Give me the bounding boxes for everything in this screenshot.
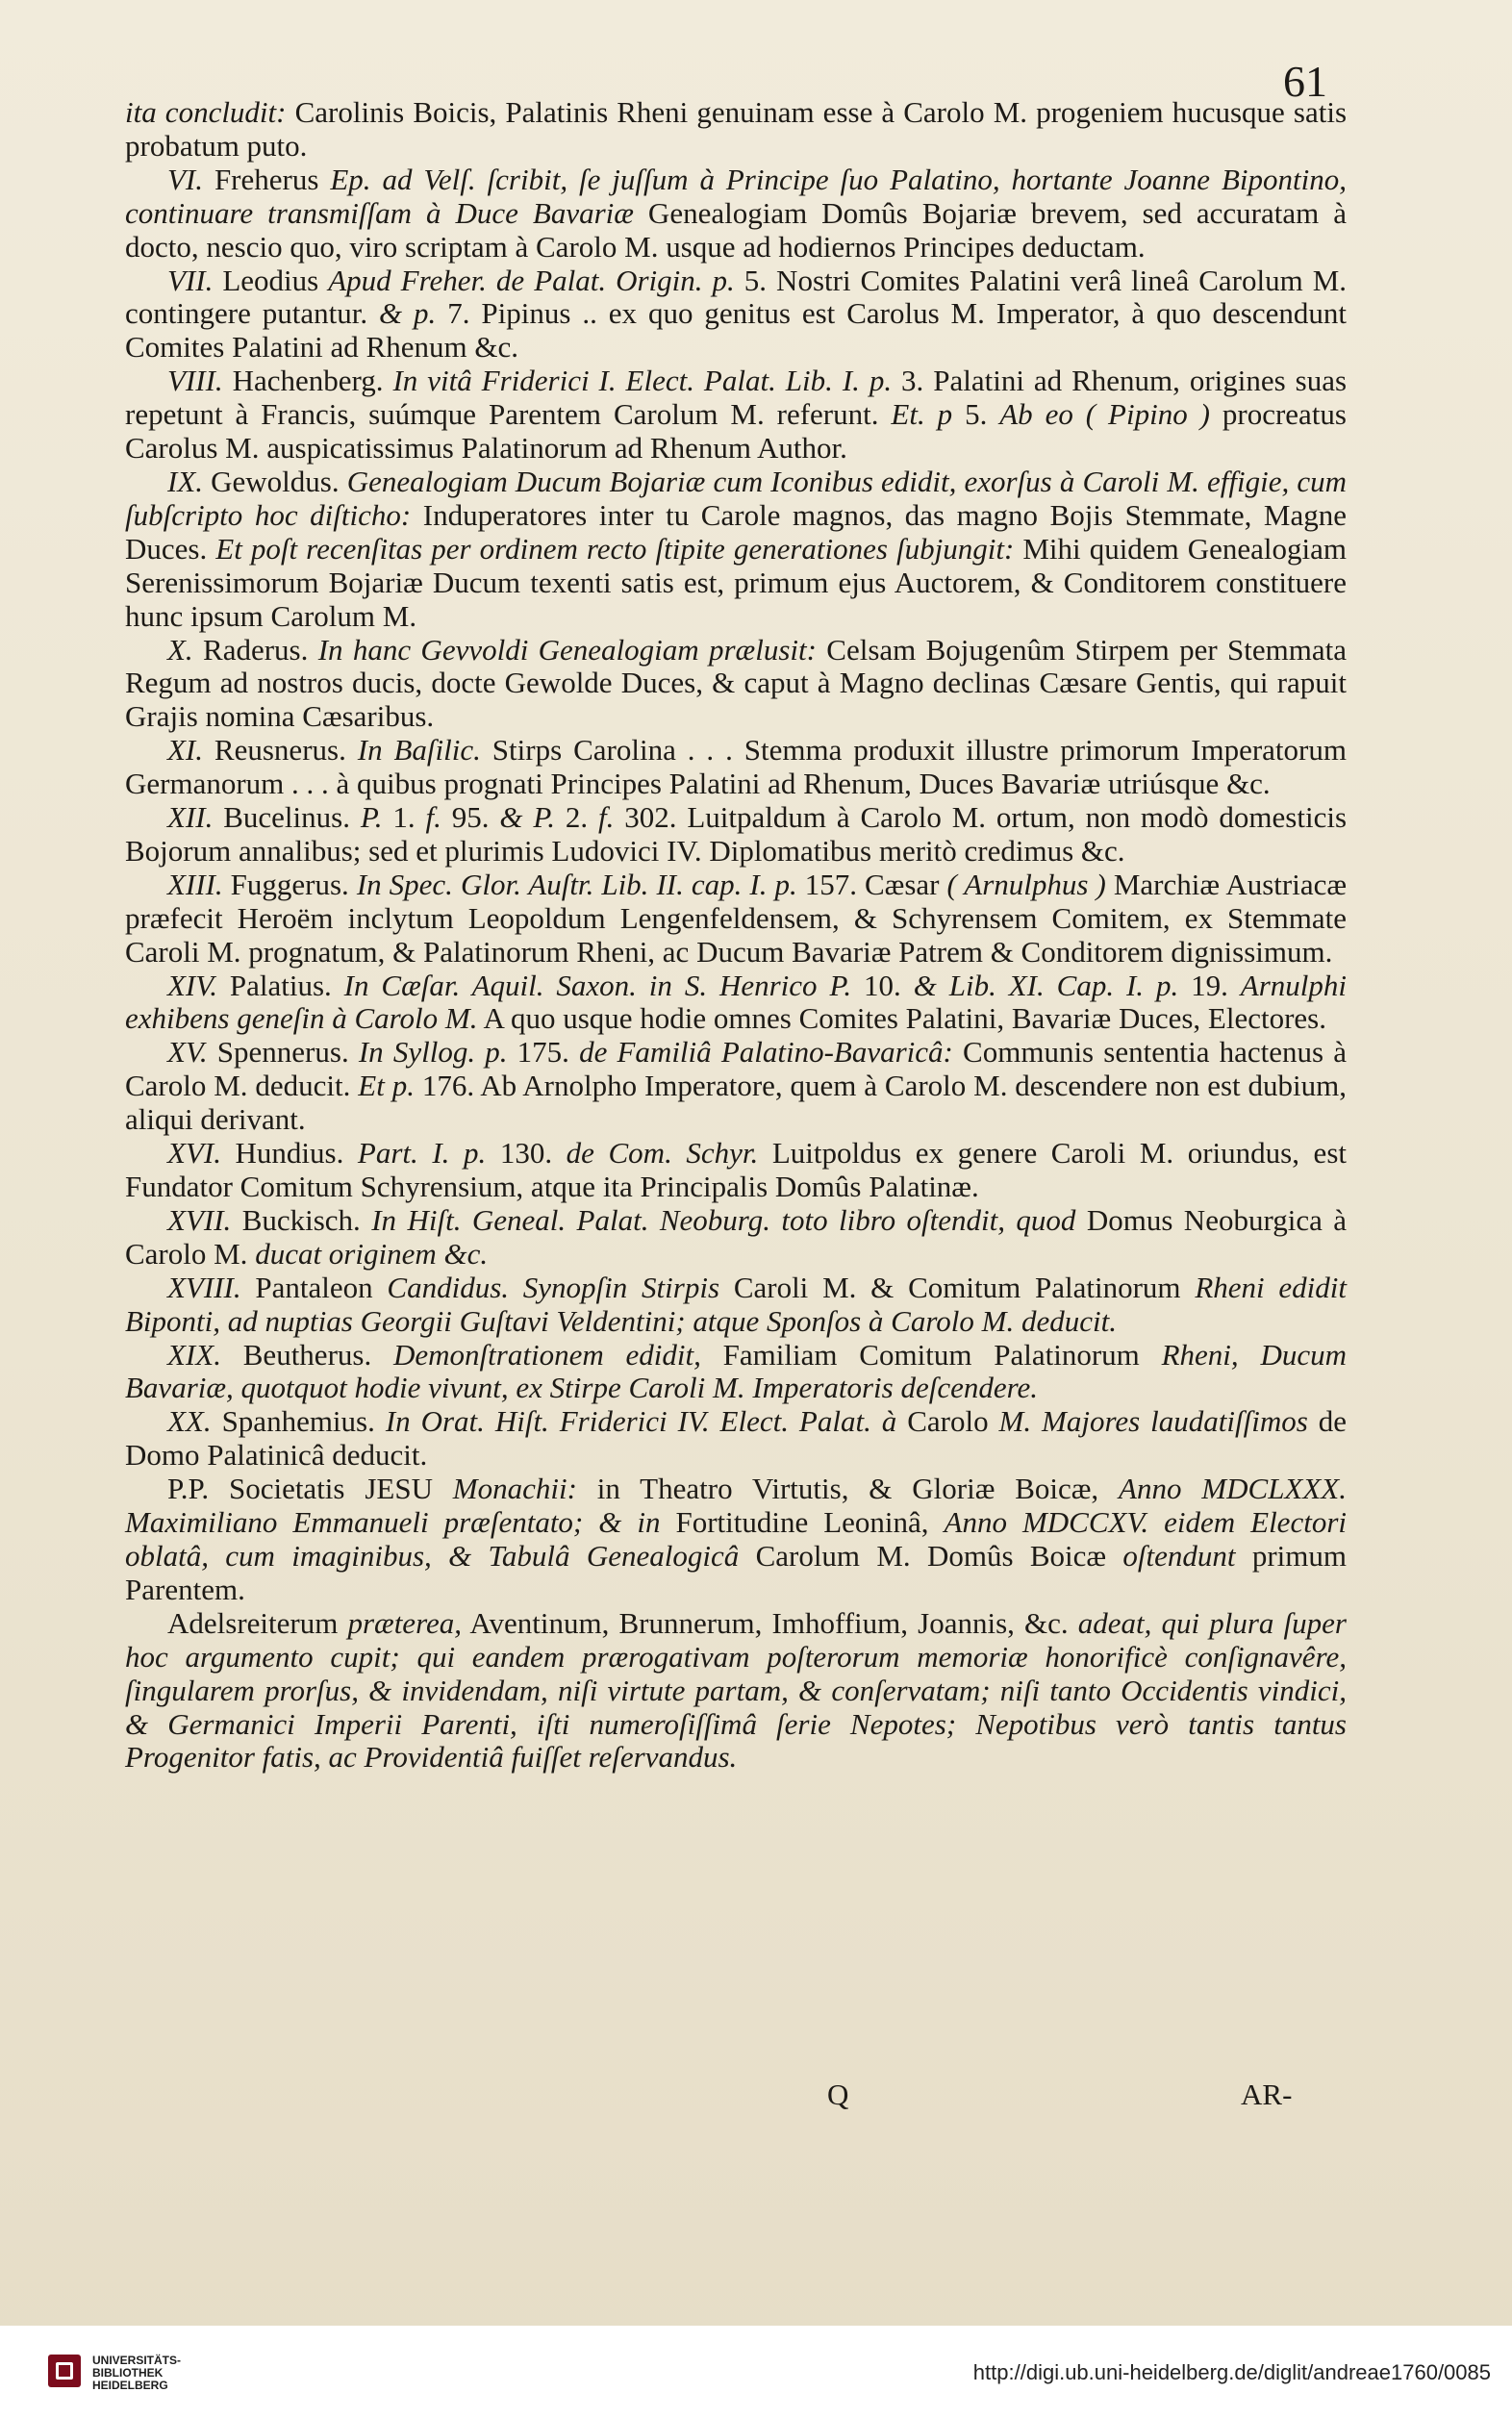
text-segment: Carolum M. Domûs Boicæ bbox=[739, 1538, 1123, 1573]
paragraph bbox=[125, 466, 1347, 634]
text-segment: in Theatro Virtutis, & Gloriæ Boicæ, bbox=[576, 1472, 1120, 1506]
text-segment: Celsam Bojugenûm Stirpem per Stemmata Regum ad nostros ducis, docte Gewolde Duces, & caput à Magno declinas Cæsare Gentis, qui rapuit Grajis nomina Cæsaribus. bbox=[125, 632, 1347, 734]
text-segment: 5. bbox=[952, 397, 1000, 432]
text-segment: 175. bbox=[507, 1035, 580, 1070]
text-segment: 3. Palatini ad Rhenum, origines suas repetunt à Francis, suúmque Parentem Carolum M. referunt. bbox=[125, 364, 1348, 432]
text-segment: 157. Cæsar bbox=[796, 867, 947, 901]
text-segment: 2. bbox=[555, 800, 599, 835]
text-segment: Marchiæ Austriacæ præfecit Heroëm inclytum Leopoldum Lengenfeldensem, & Schyrensem Comitem, ex Stemmate Caroli M. prognatum, & Palatinorum Rheni, ac Ducum Bavariæ Patrem & Conditorem dignissimum. bbox=[125, 867, 1348, 969]
italic-segment: f. bbox=[425, 800, 441, 835]
paragraph bbox=[125, 1137, 1347, 1204]
italic-segment: Apud Freher. de Palat. Origin. p. bbox=[328, 263, 735, 297]
italic-segment: f. bbox=[598, 800, 615, 835]
text-segment: 130. bbox=[486, 1136, 567, 1171]
text-segment: Hachenberg. bbox=[222, 364, 393, 398]
italic-segment: XVII. bbox=[167, 1202, 232, 1237]
library-name: UNIVERSITÄTS- BIBLIOTHEK HEIDELBERG bbox=[92, 2354, 182, 2392]
text-segment: Pantaleon bbox=[240, 1270, 388, 1304]
italic-segment: Genealogiam Ducum Bojariæ cum Iconibus edidit, exorſus à Caroli M. effigie, cum ſubſcripto hoc diſticho: bbox=[125, 464, 1347, 532]
italic-segment: Arnulphi exhibens geneſin à Carolo M. bbox=[125, 968, 1348, 1036]
italic-segment: & p. bbox=[379, 296, 437, 331]
italic-segment: Part. I. p. bbox=[357, 1136, 487, 1171]
text-segment: Buckisch. bbox=[231, 1202, 372, 1237]
text-segment: Familiam Comitum Palatinorum bbox=[700, 1337, 1162, 1372]
italic-segment: XV. bbox=[167, 1035, 208, 1070]
italic-segment: præterea, bbox=[347, 1605, 462, 1640]
paragraph bbox=[125, 1036, 1347, 1137]
italic-segment: Rheni edidit Biponti, ad nuptias Georgii Guſtavi Veldentini; atque Sponſos à Carolo M. deducit. bbox=[125, 1270, 1348, 1338]
italic-segment: In vitâ Friderici I. Elect. Palat. Lib. I. p. bbox=[392, 364, 893, 398]
text-segment: P.P. Societatis JESU bbox=[167, 1472, 453, 1506]
text-segment: de Domo Palatinicâ deducit. bbox=[125, 1404, 1348, 1473]
text-segment: Aventinum, Brunnerum, Imhoffium, Joannis, &c. bbox=[462, 1605, 1078, 1640]
text-segment: 176. Ab Arnolpho Imperatore, quem à Carolo M. descendere non est dubium, aliqui derivant. bbox=[125, 1069, 1347, 1137]
text-segment: Genealogiam Domûs Bojariæ brevem, sed accuratam à docto, nescio quo, viro scriptam à Carolo M. usque ad hodiernos Principes deductam. bbox=[125, 195, 1347, 264]
italic-segment: XI. bbox=[167, 733, 204, 768]
paragraph bbox=[125, 1204, 1347, 1272]
italic-segment: Ab eo ( Pipino ) bbox=[999, 397, 1210, 432]
paragraph bbox=[125, 1272, 1347, 1339]
text-segment: Bucelinus. bbox=[213, 800, 361, 835]
italic-segment: XIII. bbox=[167, 867, 223, 901]
paragraph bbox=[125, 1607, 1347, 1776]
italic-segment: Rheni, Ducum Bavariæ, quotquot hodie vivunt, ex Stirpe Caroli M. Imperatoris deſcendere. bbox=[125, 1337, 1347, 1405]
italic-segment: P. bbox=[360, 800, 383, 835]
italic-segment: ( Arnulphus ) bbox=[946, 867, 1106, 901]
italic-segment: XVI. bbox=[167, 1136, 221, 1171]
paragraph bbox=[125, 365, 1347, 466]
italic-segment: In hanc Gevvoldi Genealogiam prælusit: bbox=[317, 632, 817, 667]
text-segment: procreatus Carolus M. auspicatissimus Palatinorum ad Rhenum Author. bbox=[125, 397, 1347, 466]
italic-segment: In Baſilic. bbox=[357, 733, 481, 768]
italic-segment: In Syllog. p. bbox=[358, 1035, 508, 1070]
italic-segment: In Cæſar. Aquil. Saxon. in S. Henrico P. bbox=[343, 968, 852, 1002]
italic-segment: oſtendunt bbox=[1122, 1538, 1236, 1573]
italic-segment: Anno MDCLXXX. Maximiliano Emmanueli præſentato; & in bbox=[125, 1472, 1347, 1540]
paragraph bbox=[125, 1405, 1347, 1473]
italic-segment: XII. bbox=[167, 800, 214, 835]
text-segment: Domus Neoburgica à Carolo M. bbox=[125, 1202, 1348, 1271]
text-segment: Induperatores inter tu Carole magnos, das magno Bojis Stemmate, Magne Duces. bbox=[125, 497, 1347, 566]
italic-segment: ita concludit: bbox=[125, 95, 287, 129]
italic-segment: & P. bbox=[499, 800, 556, 835]
paragraph bbox=[125, 264, 1347, 365]
signature-mark: Q bbox=[827, 2078, 849, 2111]
text-segment: 302. Luitpaldum à Carolo M. ortum, non modò domesticis Bojorum annalibus; sed et plurimis Ludovici IV. Diplomatibus meritò credimus &c. bbox=[125, 800, 1348, 868]
text-segment: Stirps Carolina . . . Stemma produxit illustre primorum Imperatorum Germanorum . . . à quibus prognati Principes Palatini ad Rhenum, Duces Bavariæ utriúsque &c. bbox=[125, 733, 1347, 801]
italic-segment: de Com. Schyr. bbox=[566, 1136, 759, 1171]
paragraph bbox=[125, 164, 1347, 264]
paragraph bbox=[125, 734, 1347, 801]
source-url[interactable]: http://digi.ub.uni-heidelberg.de/diglit/andreae1760/0085 bbox=[972, 2360, 1491, 2384]
text-segment: 1. bbox=[382, 800, 426, 835]
italic-segment: de Familiâ Palatino-Bavaricâ: bbox=[579, 1035, 953, 1070]
italic-segment: IX. bbox=[167, 464, 204, 498]
italic-segment: Anno MDCCXV. eidem Electori oblatâ, cum imaginibus, & Tabulâ Genealogicâ bbox=[125, 1505, 1347, 1573]
text-segment: 5. Nostri Comites Palatini verâ lineâ Carolum M. contingere putantur. bbox=[125, 263, 1348, 331]
text-segment: Communis sententia hactenus à Carolo M. deducit. bbox=[125, 1035, 1347, 1103]
italic-segment: In Hiſt. Geneal. Palat. Neoburg. toto libro oſtendit, quod bbox=[371, 1202, 1076, 1237]
paragraph bbox=[125, 970, 1347, 1037]
italic-segment: Et p. bbox=[358, 1069, 415, 1103]
italic-segment: In Spec. Glor. Auſtr. Lib. II. cap. I. p. bbox=[356, 867, 797, 901]
italic-segment: adeat, qui plura ſuper hoc argumento cupit; qui eandem prærogativam poſterorum memoriæ honorificè conſignavêre, ſingularem prorſus, & invidendam, niſi virtute partam, & conſervatam; niſi tanto Occidentis vindici, & Germanici Imperii Parenti, iſti numeroſiſſimâ ſerie Nepotes; Nepotibus verò tantis tantus Progenitor fatis, ac Providentiâ fuiſſet reſervandus. bbox=[125, 1605, 1347, 1775]
italic-segment: Demonſtrationem edidit, bbox=[393, 1337, 701, 1372]
text-segment: Spanhemius. bbox=[211, 1404, 386, 1439]
italic-segment: XVIII. bbox=[167, 1270, 241, 1304]
italic-segment: VII. bbox=[167, 263, 214, 297]
text-segment: Carolo bbox=[896, 1404, 999, 1439]
italic-segment: Ep. ad Velſ. ſcribit, ſe juſſum à Principe ſuo Palatino, hortante Joanne Bipontino, continuare transmiſſam à Duce Bavariæ bbox=[125, 162, 1347, 230]
paragraph bbox=[125, 634, 1347, 735]
italic-segment: M. Majores laudatiſſimos bbox=[998, 1404, 1308, 1439]
text-segment: Hundius. bbox=[220, 1136, 358, 1171]
paragraph bbox=[125, 1339, 1347, 1406]
footer-bar bbox=[0, 2326, 1512, 2418]
text-segment: Freherus bbox=[203, 162, 331, 196]
text-segment: Mihi quidem Genealogiam Serenissimorum Bojariæ Ducum texenti satis est, primum ejus Auctorem, & Conditorem constituere hunc ipsum Carolum M. bbox=[125, 531, 1347, 633]
paragraph bbox=[125, 801, 1347, 869]
italic-segment: VIII. bbox=[167, 364, 223, 398]
italic-segment: & Lib. XI. Cap. I. p. bbox=[913, 968, 1179, 1002]
text-segment: Adelsreiterum bbox=[167, 1605, 348, 1640]
text-segment: Reusnerus. bbox=[203, 733, 358, 768]
text-segment: Leodius bbox=[213, 263, 329, 297]
italic-segment: XX. bbox=[167, 1404, 212, 1439]
paragraph bbox=[125, 96, 1347, 164]
text-segment: Palatius. bbox=[216, 968, 344, 1002]
catchword: AR- bbox=[1241, 2078, 1293, 2111]
text-segment: primum Parentem. bbox=[125, 1538, 1347, 1606]
text-segment: 19. bbox=[1178, 968, 1241, 1002]
page-number: 61 bbox=[1283, 57, 1327, 106]
paragraph bbox=[125, 1473, 1347, 1607]
italic-segment: Et. p bbox=[891, 397, 953, 432]
italic-segment: Et poſt recenſitas per ordinem recto ſtipite generationes ſubjungit: bbox=[215, 531, 1015, 566]
text-segment: Caroli M. & Comitum Palatinorum bbox=[719, 1270, 1196, 1304]
italic-segment: VI. bbox=[167, 162, 204, 196]
text-segment: Luitpoldus ex genere Caroli M. oriundus, est Fundator Comitum Schyrensium, atque ita Principalis Domûs Palatinæ. bbox=[125, 1136, 1347, 1203]
text-segment: Fuggerus. bbox=[222, 867, 357, 901]
italic-segment: In Orat. Hiſt. Friderici IV. Elect. Palat. à bbox=[385, 1404, 897, 1439]
italic-segment: Monachii: bbox=[452, 1472, 577, 1506]
text-segment: Spennerus. bbox=[207, 1035, 359, 1070]
italic-segment: X. bbox=[167, 632, 193, 667]
text-segment: Beutherus. bbox=[220, 1337, 394, 1372]
paragraph bbox=[125, 869, 1347, 970]
text-segment: Fortitudine Leoninâ, bbox=[660, 1505, 945, 1540]
text-segment: 95. bbox=[441, 800, 500, 835]
text-segment: A quo usque hodie omnes Comites Palatini, Bavariæ Duces, Electores. bbox=[477, 1001, 1326, 1036]
library-logo-icon bbox=[48, 2355, 81, 2387]
italic-segment: XIV. bbox=[167, 968, 217, 1002]
italic-segment: ducat originem &c. bbox=[255, 1236, 489, 1271]
text-segment: 10. bbox=[851, 968, 914, 1002]
text-segment: Carolinis Boicis, Palatinis Rheni genuinam esse à Carolo M. progeniem hucusque satis probatum puto. bbox=[125, 95, 1348, 163]
text-segment: Gewoldus. bbox=[203, 464, 347, 498]
text-segment: Raderus. bbox=[192, 632, 318, 667]
text-segment: 7. Pipinus .. ex quo genitus est Carolus M. Imperator, à quo descendunt Comites Palatini ad Rhenum &c. bbox=[125, 296, 1347, 365]
body-text bbox=[125, 96, 1347, 1775]
italic-segment: Candidus. Synopſin Stirpis bbox=[387, 1270, 720, 1304]
italic-segment: XIX. bbox=[167, 1337, 221, 1372]
